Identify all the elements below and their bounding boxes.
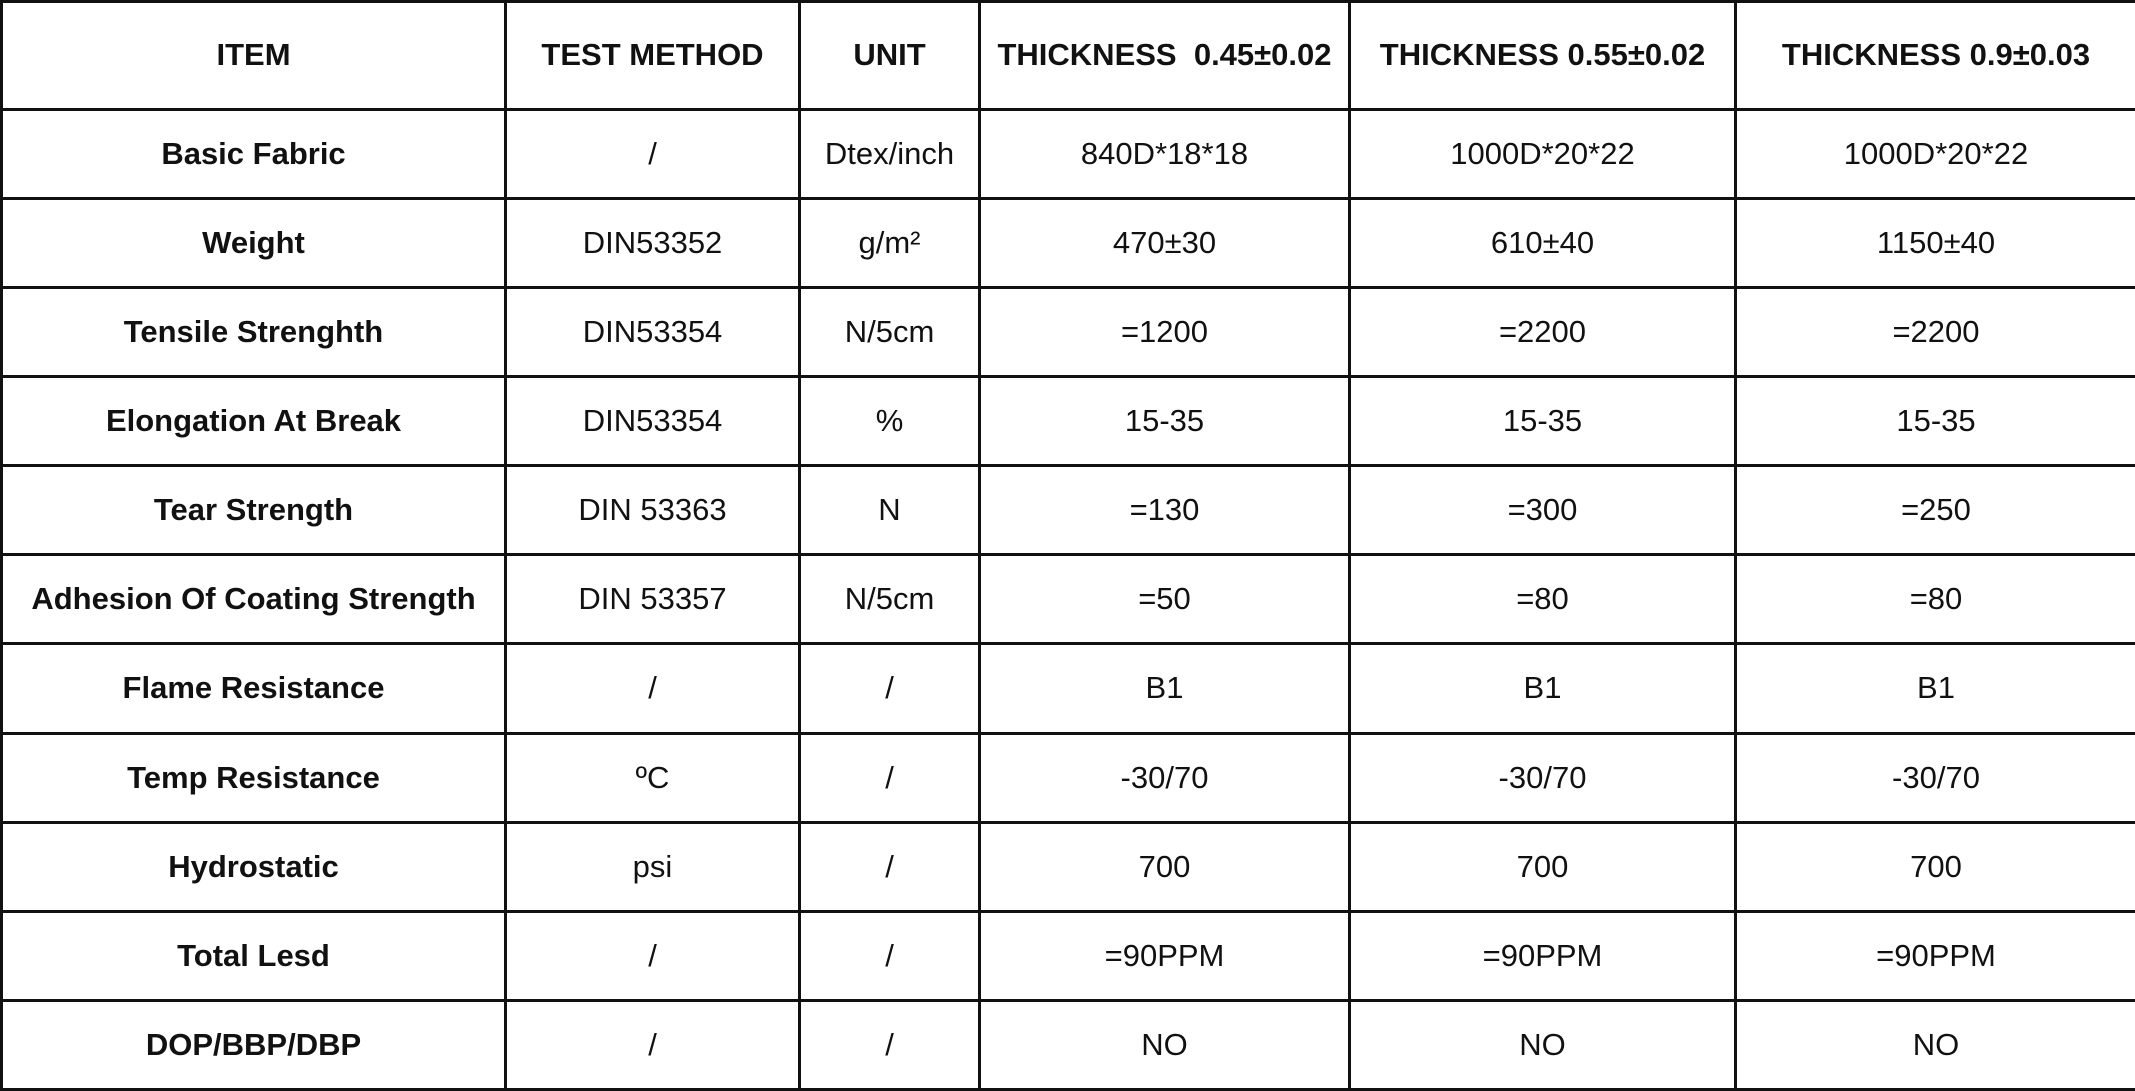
method-cell: ºC	[506, 733, 800, 822]
thickness-055-cell: -30/70	[1350, 733, 1736, 822]
thickness-055-cell: B1	[1350, 644, 1736, 733]
unit-cell: %	[800, 377, 980, 466]
method-cell: DIN53354	[506, 377, 800, 466]
table-header	[2, 2, 2135, 110]
method-cell: DIN53352	[506, 199, 800, 288]
method-cell: DIN53354	[506, 288, 800, 377]
thickness-045-cell: -30/70	[980, 733, 1350, 822]
thickness-055-cell: 15-35	[1350, 377, 1736, 466]
method-cell: /	[506, 110, 800, 199]
unit-cell: /	[800, 1000, 980, 1089]
thickness-09-cell: NO	[1736, 1000, 2135, 1089]
table-row	[2, 466, 2135, 555]
thickness-09-cell: -30/70	[1736, 733, 2135, 822]
method-cell: DIN 53357	[506, 555, 800, 644]
header-item: ITEM	[2, 2, 506, 110]
thickness-09-cell: 1000D*20*22	[1736, 110, 2135, 199]
thickness-045-cell: 700	[980, 822, 1350, 911]
thickness-045-cell: 840D*18*18	[980, 110, 1350, 199]
thickness-09-cell: B1	[1736, 644, 2135, 733]
thickness-055-cell: 610±40	[1350, 199, 1736, 288]
thickness-09-cell: =2200	[1736, 288, 2135, 377]
thickness-045-cell: 15-35	[980, 377, 1350, 466]
table-row	[2, 644, 2135, 733]
thickness-045-cell: =50	[980, 555, 1350, 644]
header-row	[2, 2, 2135, 110]
table-row	[2, 555, 2135, 644]
item-cell: Adhesion Of Coating Strength	[2, 555, 506, 644]
item-cell: Flame Resistance	[2, 644, 506, 733]
thickness-09-cell: =90PPM	[1736, 911, 2135, 1000]
thickness-09-cell: 15-35	[1736, 377, 2135, 466]
method-cell: psi	[506, 822, 800, 911]
unit-cell: N	[800, 466, 980, 555]
unit-cell: Dtex/inch	[800, 110, 980, 199]
thickness-055-cell: =90PPM	[1350, 911, 1736, 1000]
thickness-045-cell: =130	[980, 466, 1350, 555]
item-cell: Elongation At Break	[2, 377, 506, 466]
table-row	[2, 377, 2135, 466]
table-row	[2, 911, 2135, 1000]
unit-cell: /	[800, 822, 980, 911]
thickness-045-cell: B1	[980, 644, 1350, 733]
unit-cell: /	[800, 644, 980, 733]
item-cell: Total Lesd	[2, 911, 506, 1000]
thickness-045-cell: NO	[980, 1000, 1350, 1089]
thickness-045-cell: 470±30	[980, 199, 1350, 288]
thickness-09-cell: =80	[1736, 555, 2135, 644]
item-cell: Tear Strength	[2, 466, 506, 555]
thickness-055-cell: NO	[1350, 1000, 1736, 1089]
item-cell: Weight	[2, 199, 506, 288]
item-cell: Temp Resistance	[2, 733, 506, 822]
unit-cell: N/5cm	[800, 288, 980, 377]
thickness-045-cell: =90PPM	[980, 911, 1350, 1000]
item-cell: DOP/BBP/DBP	[2, 1000, 506, 1089]
unit-cell: g/m²	[800, 199, 980, 288]
unit-cell: /	[800, 911, 980, 1000]
table-row	[2, 288, 2135, 377]
table-row	[2, 733, 2135, 822]
thickness-09-cell: 1150±40	[1736, 199, 2135, 288]
table-body	[2, 110, 2135, 1090]
header-thickness-045: THICKNESS 0.45±0.02	[980, 2, 1350, 110]
table-row	[2, 1000, 2135, 1089]
method-cell: /	[506, 911, 800, 1000]
unit-cell: N/5cm	[800, 555, 980, 644]
thickness-055-cell: =2200	[1350, 288, 1736, 377]
unit-cell: /	[800, 733, 980, 822]
thickness-055-cell: 1000D*20*22	[1350, 110, 1736, 199]
header-thickness-055: THICKNESS 0.55±0.02	[1350, 2, 1736, 110]
table-row	[2, 199, 2135, 288]
table-row	[2, 822, 2135, 911]
thickness-055-cell: =300	[1350, 466, 1736, 555]
thickness-09-cell: 700	[1736, 822, 2135, 911]
item-cell: Tensile Strenghth	[2, 288, 506, 377]
table-row	[2, 110, 2135, 199]
method-cell: /	[506, 1000, 800, 1089]
method-cell: /	[506, 644, 800, 733]
header-unit: UNIT	[800, 2, 980, 110]
method-cell: DIN 53363	[506, 466, 800, 555]
header-test-method: TEST METHOD	[506, 2, 800, 110]
thickness-09-cell: =250	[1736, 466, 2135, 555]
thickness-055-cell: 700	[1350, 822, 1736, 911]
item-cell: Hydrostatic	[2, 822, 506, 911]
thickness-055-cell: =80	[1350, 555, 1736, 644]
thickness-045-cell: =1200	[980, 288, 1350, 377]
header-thickness-09: THICKNESS 0.9±0.03	[1736, 2, 2135, 110]
item-cell: Basic Fabric	[2, 110, 506, 199]
